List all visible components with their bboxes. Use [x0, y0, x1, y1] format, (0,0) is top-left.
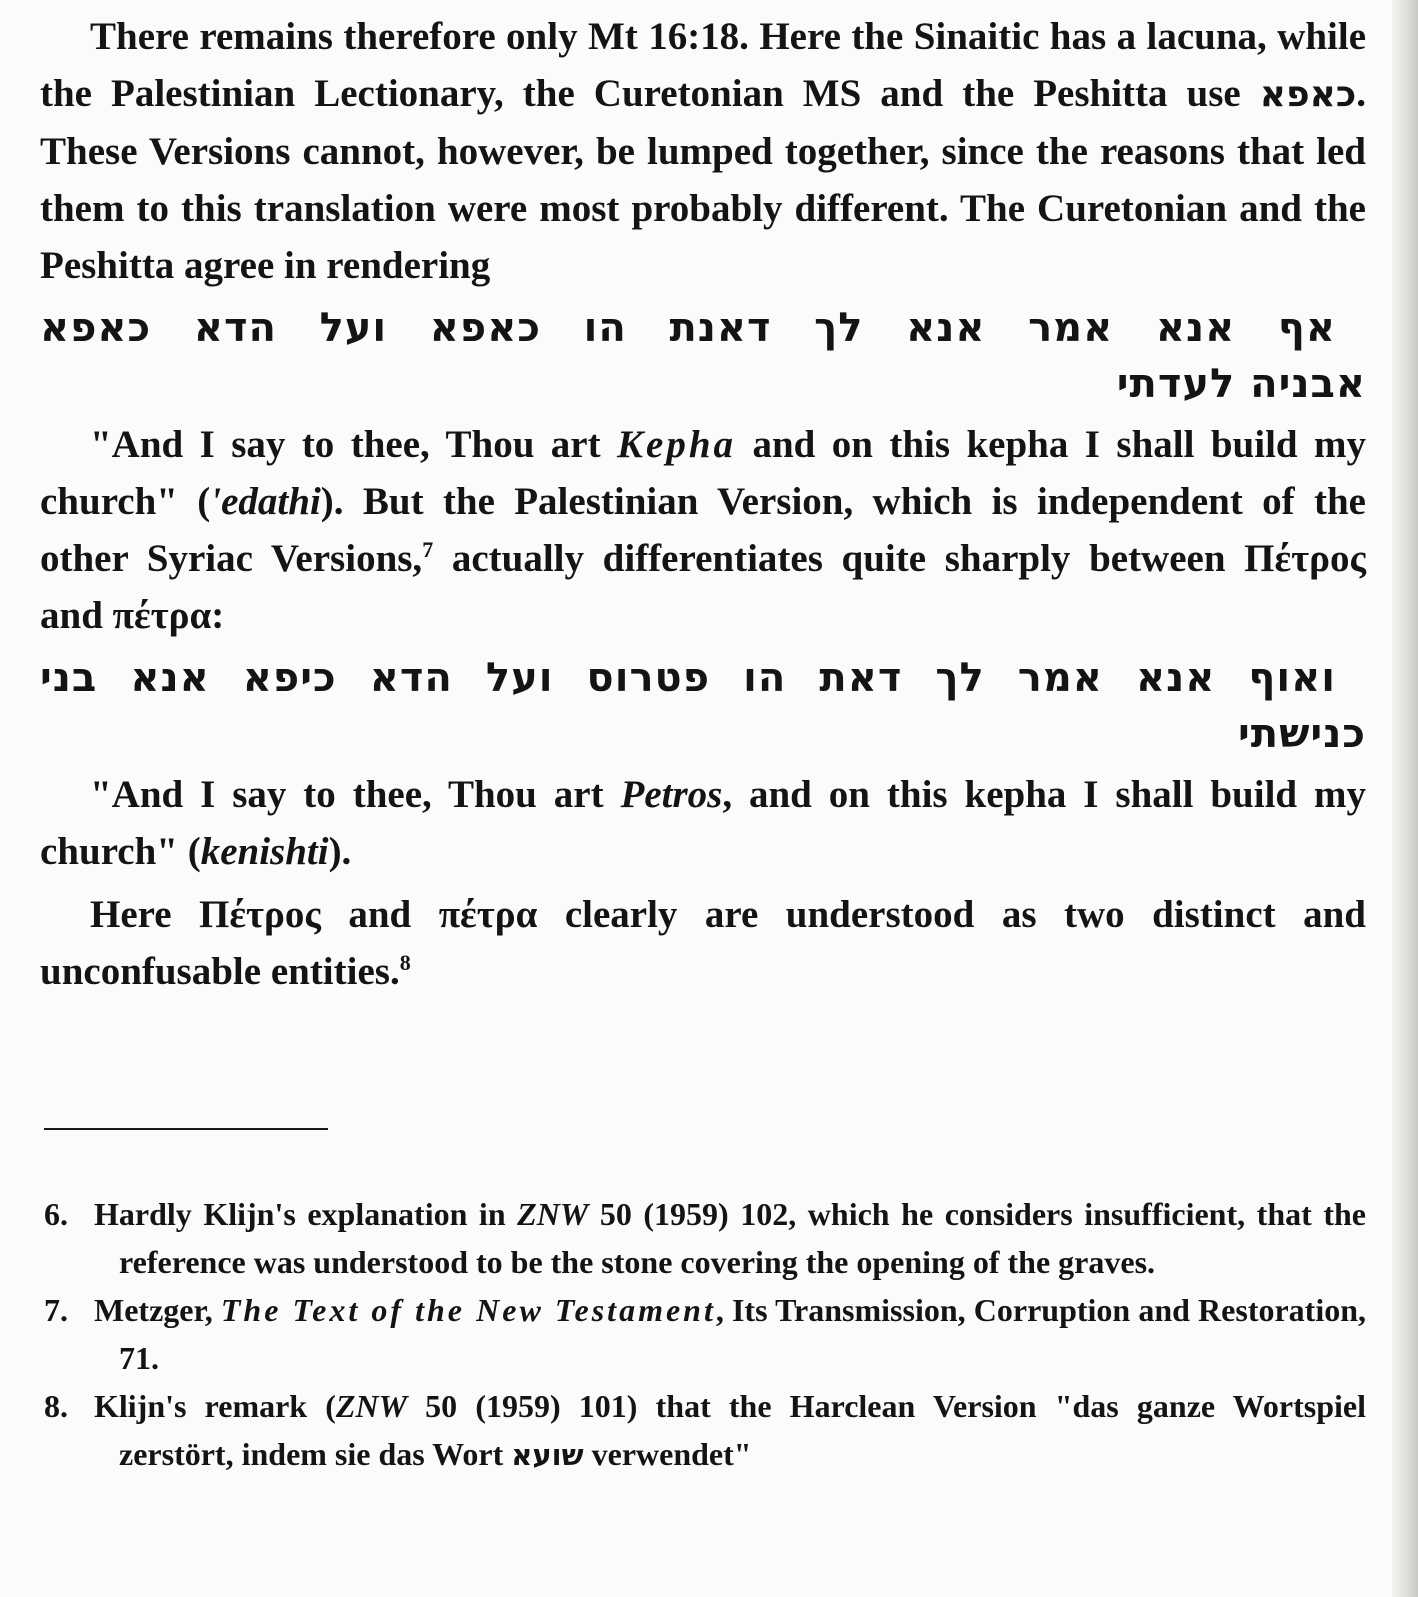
hebrew-quote-2 — [40, 644, 1366, 766]
paragraph-2-text-b: and on this kepha I shall build my church" ( — [40, 423, 1366, 523]
footnote-italic: ZNW — [517, 1196, 589, 1232]
italic-petros: Petros — [620, 773, 723, 816]
italic-edathi: 'edathi — [210, 480, 321, 523]
paragraph-3-text-b: , and on this kepha I shall build my church" ( — [40, 773, 1366, 873]
hebrew-quote-2-line-2: כנישתי — [1238, 711, 1366, 757]
paragraph-2-text-c: ). But the Palestinian Version, which is independent of the other Syriac Versions, — [40, 480, 1366, 580]
footnote-6 — [44, 1190, 1366, 1286]
paragraph-1 — [40, 8, 1366, 294]
hebrew-quote-2-line-1: ואוף אנא אמר לך דאת הו פטרוס ועל הדא כיפא אנא בני — [40, 655, 1336, 701]
footnote-text: , Its Transmission, Corruption and Restoration, 71. — [119, 1292, 1367, 1376]
footnote-ref-7: 7 — [422, 537, 434, 562]
hebrew-quote-1 — [40, 294, 1366, 416]
footnote-hebrew-word: שועא — [511, 1438, 584, 1472]
hebrew-word-kepha: כאפא — [1259, 74, 1357, 115]
paragraph-1-text-end: . These Versions cannot, however, be lumped together, since the reasons that led them to this translation were most probably different. The Curetonian and the Peshitta agree in rendering — [40, 72, 1366, 287]
footnote-text: Metzger, — [94, 1292, 221, 1328]
hebrew-quote-1-line-2: אבניה לעדתי — [1116, 361, 1366, 407]
footnote-text: 50 (1959) 101) that the Harclean Version "das ganze Wortspiel zerstört, indem sie das Wort — [119, 1388, 1367, 1472]
footnote-text: verwendet" — [583, 1436, 752, 1472]
footnote-number: 7. — [44, 1292, 68, 1328]
footnote-number: 6. — [44, 1196, 68, 1232]
paragraph-3 — [40, 766, 1366, 880]
footnote-8 — [44, 1382, 1366, 1479]
footnote-italic: ZNW — [335, 1388, 408, 1424]
footnote-number: 8. — [44, 1388, 68, 1424]
footnote-ref-8: 8 — [399, 950, 411, 975]
paragraph-3-text-c: ). — [328, 830, 352, 873]
footnote-7 — [44, 1286, 1366, 1382]
footnote-text: Klijn's remark ( — [94, 1388, 336, 1424]
hebrew-quote-1-line-1: אף אנא אמר אנא לך דאנת הו כאפא ועל הדא כאפא — [40, 305, 1336, 351]
footnote-italic-title: The Text of the New Testament — [220, 1292, 716, 1328]
paragraph-3-text-a: "And I say to thee, Thou art — [90, 773, 621, 816]
paragraph-2 — [40, 416, 1366, 644]
paragraph-2-text-a: "And I say to thee, Thou art — [90, 423, 618, 466]
paragraph-4-text: Here Πέτρος and πέτρα clearly are understood as two distinct and unconfusable entities. — [40, 893, 1366, 993]
paragraph-1-text-start: There remains therefore only Mt 16:18. Here the Sinaitic has a lacuna, while the Palestinian Lectionary, the Curetonian MS and the Peshitta use — [40, 15, 1366, 115]
paragraph-2-text-d: actually differentiates quite sharply between Πέτρος and πέτρα: — [40, 537, 1366, 637]
paragraph-4 — [40, 886, 1366, 1000]
footnote-text: 50 (1959) 102, which he considers insufficient, that the reference was understood to be the stone covering the opening of the graves. — [119, 1196, 1367, 1280]
main-text — [40, 8, 1366, 1000]
footnote-separator-rule — [44, 1128, 328, 1130]
italic-kenishti: kenishti — [200, 830, 329, 873]
footnotes — [44, 1190, 1366, 1479]
footnote-text: Hardly Klijn's explanation in — [94, 1196, 518, 1232]
page-edge-shadow — [1392, 0, 1418, 1597]
italic-kepha: Kepha — [617, 423, 737, 466]
